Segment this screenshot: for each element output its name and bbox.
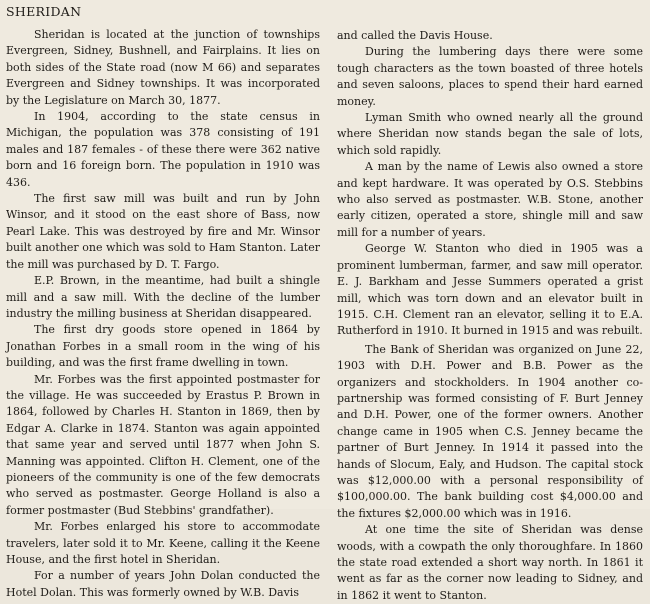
paragraph: A man by the name of Lewis also owned a store and kept hardware. It was operated by O.S. Stebbins who also served as postmaster. W.B. Stone, another early citizen, operated a store, shingle mill and saw mill for a number of years.	[337, 160, 643, 239]
paragraph: Sheridan is located at the junction of townships Evergreen, Sidney, Bushnell, and Fairplains. It lies on both sides of the State road (now M 66) and separates Evergreen and Sidney townships. It was incorporated by the Legislature on March 30, 1877.	[6, 28, 320, 107]
page-title: SHERIDAN	[6, 4, 82, 19]
paragraph: The first dry goods store opened in 1864 by Jonathan Forbes in a small room in the wing of his building, and was the first frame dwelling in town.	[6, 323, 320, 370]
paragraph: The Bank of Sheridan was organized on June 22, 1903 with D.H. Power and B.B. Power as the organizers and stockholders. In 1904 another co-partnership was formed consisting of F. Burt Jenney and D.H. Power, one of the former owners. Another change came in 1905 when C.S. Jenney became the partner of Burt Jenney. In 1914 it passed into the hands of Slocum, Ealy, and Hudson. The capital stock was $12,000.00 with a personal responsibility of $100,000.00. The bank building cost $4,000.00 and the fixtures $2,000.00 which was in 1916.	[337, 342, 643, 520]
right-column	[337, 28, 643, 604]
paragraph: Lyman Smith who owned nearly all the ground where Sheridan now stands began the sale of lots, which sold rapidly.	[337, 111, 643, 157]
paragraph: At one time the site of Sheridan was dense woods, with a cowpath the only thoroughfare. In 1860 the state road extended a short way north. In 1861 it went as far as the corner now leading to Sidney, and in 1862 it went to Stanton.	[337, 523, 643, 602]
paragraph: Mr. Forbes enlarged his store to accommodate travelers, later sold it to Mr. Keene, calling it the Keene House, and the first hotel in Sheridan.	[6, 520, 320, 566]
paragraph: In 1904, according to the state census in Michigan, the population was 378 consisting of 191 males and 187 females - of these there were 362 native born and 16 foreign born. The population in 1910 was 436.	[6, 110, 320, 189]
paragraph: E.P. Brown, in the meantime, had built a shingle mill and a saw mill. With the decline of the lumber industry the milling business at Sheridan disappeared.	[6, 274, 320, 320]
paragraph: For a number of years John Dolan conducted the Hotel Dolan. This was formerly owned by W.B. Davis	[6, 569, 320, 599]
paragraph: The first saw mill was built and run by John Winsor, and it stood on the east shore of Bass, now Pearl Lake. This was destroyed by fire and Mr. Winsor built another one which was sold to Ham Stanton. Later the mill was purchased by D. T. Fargo.	[6, 192, 320, 271]
left-column	[6, 4, 320, 601]
paragraph-continued: and called the Davis House.	[337, 29, 493, 42]
paragraph: Mr. Forbes was the first appointed postmaster for the village. He was succeeded by Erastus P. Brown in 1864, followed by Charles H. Stanton in 1869, then by Edgar A. Clarke in 1874. Stanton was again appointed that same year and served until 1877 when John S. Manning was appointed. Clifton H. Clement, one of the pioneers of the community is one of the few democrats who served as postmaster. George Holland is also a former postmaster (Bud Stebbins' grandfather).	[6, 372, 320, 517]
paragraph: George W. Stanton who died in 1905 was a prominent lumberman, farmer, and saw mill operator. E. J. Barkham and Jesse Summers operated a grist mill, which was torn down and an elevator built in 1915. C.H. Clement ran an elevator, selling it to E.A. Rutherford in 1910. It burned in 1915 and was rebuilt.	[337, 242, 643, 338]
paragraph: During the lumbering days there were some tough characters as the town boasted of three hotels and seven saloons, places to spend their hard earned money.	[337, 45, 643, 108]
